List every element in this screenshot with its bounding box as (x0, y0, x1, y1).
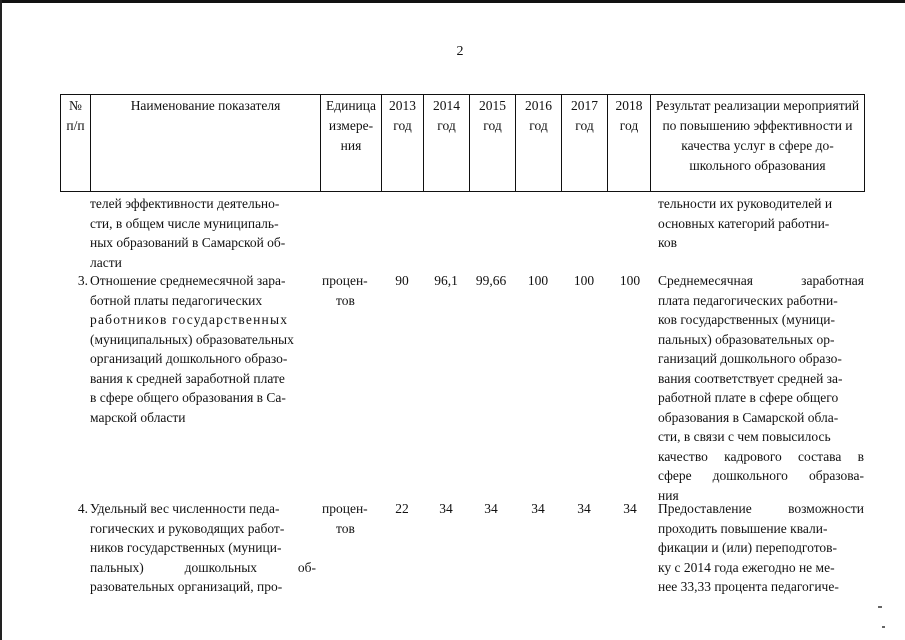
text-line: Удельный вес численности педа- (90, 501, 280, 516)
row-3-number: 3. (77, 273, 88, 288)
text-line: разовательных организаций, про- (90, 579, 283, 594)
row-4-value-2016: 34 (531, 501, 545, 516)
text-line: гогических и руководящих работ- (90, 520, 285, 536)
row-4-value-2018: 34 (623, 501, 637, 516)
header-result: Результат реализации мероприятий по повышению эффективности и качества услуг в сфере до- школьного образования (651, 95, 865, 192)
row-3-value-2017: 100 (573, 273, 595, 288)
text-line: ных образований в Самарской об- (90, 235, 286, 250)
text-line: марской области (90, 409, 186, 425)
header-year-2016: 2016 год (516, 95, 562, 192)
row-3-name (90, 271, 316, 427)
row-3-value-2018: 100 (619, 273, 641, 288)
scan-speck (882, 626, 885, 628)
row-4-value-2013: 22 (395, 501, 409, 516)
text-line: ласти (90, 254, 122, 270)
text-line: в сфере общего образования в Са- (90, 390, 286, 405)
text-line: ников государственных (муници- (90, 540, 282, 555)
continuation-name (90, 194, 316, 272)
text-line: телей эффективности деятельно- (90, 196, 280, 211)
text-line: ку с 2014 года ежегодно не ме- (658, 559, 835, 575)
continuation-result (658, 194, 864, 253)
header-year-2015: 2015 год (470, 95, 516, 192)
row-4-value-2017: 34 (577, 501, 591, 516)
row-3-value-2013: 90 (395, 273, 409, 288)
text-line: пальных) образовательных ор- (658, 331, 835, 347)
scan-left-border (0, 0, 2, 640)
text-line: ков (658, 235, 677, 250)
header-name: Наименование показателя (91, 95, 321, 192)
text-line: тельности их руководителей и (658, 196, 833, 211)
text-line: проходить повышение квали- (658, 520, 828, 536)
text-line: фикации и (или) переподготов- (658, 540, 838, 555)
row-4-name (90, 499, 316, 597)
text-line: плата педагогических работни- (658, 292, 838, 308)
text-line: вания к средней заработной плате (90, 370, 285, 386)
row-4-result (658, 499, 864, 597)
text-line: основных категорий работни- (658, 215, 830, 231)
row-4-value-2014: 34 (439, 501, 453, 516)
text-line: процен- (322, 501, 368, 516)
text-line: нее 33,33 процента педагогиче- (658, 579, 839, 594)
scan-top-border (0, 0, 905, 3)
text-line: Отношение среднемесячной зара- (90, 273, 286, 288)
text-line: сфере дошкольного образова- (658, 468, 864, 483)
text-line: ботной платы педагогических (90, 292, 263, 308)
row-4-number: 4. (77, 501, 88, 516)
text-line: Предоставление возможности (658, 501, 864, 516)
row-3-value-2015: 99,66 (475, 273, 507, 288)
row-3-unit (322, 271, 380, 310)
row-3-value-2016: 100 (527, 273, 549, 288)
text-line: качество кадрового состава в (658, 448, 864, 464)
row-4-value-2015: 34 (484, 501, 498, 516)
text-line: ганизаций дошкольного образо- (658, 351, 842, 366)
text-line: (муниципальных) образовательных (90, 331, 294, 347)
text-line: ков государственных (муници- (658, 312, 835, 327)
text-line: процен- (322, 273, 368, 288)
row-3-result (658, 271, 864, 505)
text-line: вания соответствует средней за- (658, 370, 843, 386)
header-year-2013: 2013 год (382, 95, 424, 192)
header-table (60, 94, 865, 192)
header-year-2014: 2014 год (424, 95, 470, 192)
text-line: организаций дошкольного образо- (90, 351, 288, 366)
row-4-unit (322, 499, 380, 538)
header-unit: Единица измере- ния (321, 95, 382, 192)
text-line: Среднемесячная заработная (658, 273, 864, 288)
text-line: пальных) дошкольных об- (90, 559, 316, 575)
row-3-value-2014: 96,1 (434, 273, 458, 288)
header-year-2017: 2017 год (562, 95, 608, 192)
page-number: 2 (456, 44, 464, 59)
text-line: сти, в общем числе муниципаль- (90, 215, 279, 231)
header-year-2018: 2018 год (608, 95, 651, 192)
text-line: сти, в связи с чем повысилось (658, 429, 831, 444)
text-line: работной плате в сфере общего (658, 390, 839, 405)
text-line: образования в Самарской обла- (658, 409, 839, 425)
text-line: тов (336, 292, 355, 308)
text-line: тов (336, 520, 355, 536)
table-header (60, 94, 865, 192)
scan-speck (878, 606, 882, 608)
text-line: работников государственных (90, 312, 289, 327)
text-line: ния (658, 487, 679, 503)
header-num: № п/п (61, 95, 91, 192)
